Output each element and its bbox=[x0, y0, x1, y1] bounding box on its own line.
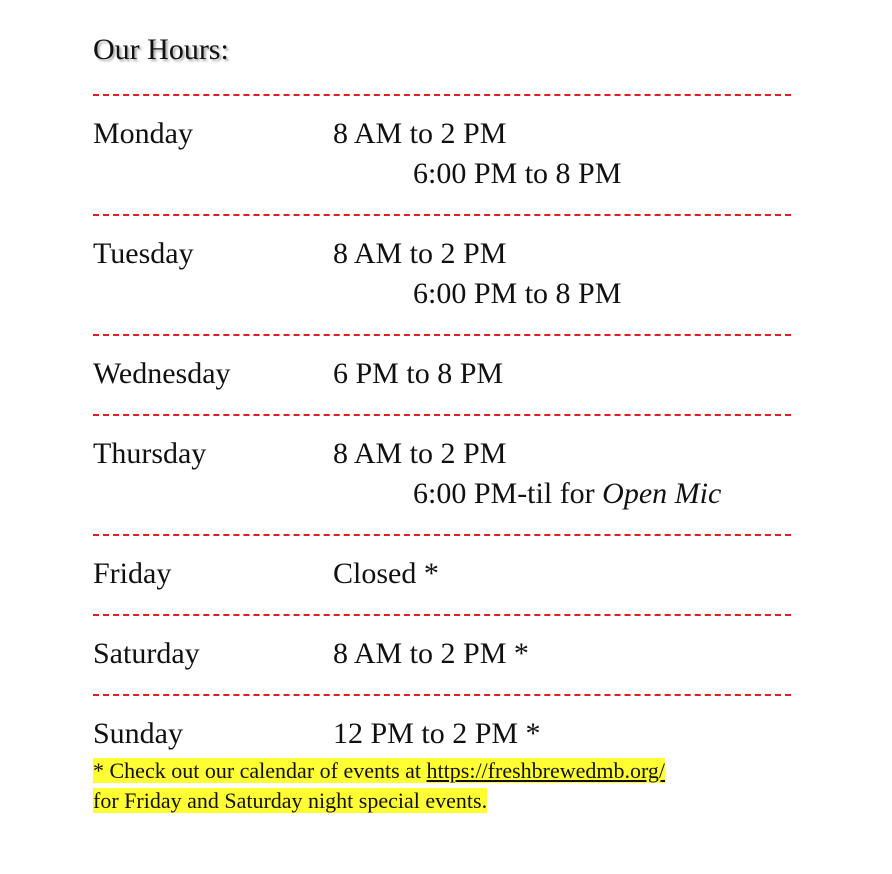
hours-tuesday-evening: 6:00 PM to 8 PM bbox=[413, 277, 622, 310]
footnote-prefix: * Check out our calendar of events at bbox=[93, 758, 427, 783]
hours-sunday: 12 PM to 2 PM * bbox=[333, 717, 541, 750]
hours-tuesday: 8 AM to 2 PM bbox=[333, 237, 507, 270]
separator bbox=[93, 334, 791, 336]
separator bbox=[93, 414, 791, 416]
hours-saturday: 8 AM to 2 PM * bbox=[333, 637, 529, 670]
hours-monday-evening: 6:00 PM to 8 PM bbox=[413, 157, 622, 190]
separator bbox=[93, 534, 791, 536]
day-saturday: Saturday bbox=[93, 637, 200, 670]
hours-thursday: 8 AM to 2 PM bbox=[333, 437, 507, 470]
day-friday: Friday bbox=[93, 557, 172, 590]
day-monday: Monday bbox=[93, 117, 193, 150]
open-mic-prefix: 6:00 PM-til for bbox=[413, 477, 603, 510]
day-tuesday: Tuesday bbox=[93, 237, 194, 270]
separator bbox=[93, 94, 791, 96]
separator bbox=[93, 614, 791, 616]
hours-thursday-evening bbox=[413, 474, 721, 514]
separator bbox=[93, 214, 791, 216]
hours-wednesday: 6 PM to 8 PM bbox=[333, 357, 504, 390]
hours-monday: 8 AM to 2 PM bbox=[333, 117, 507, 150]
hours-heading: Our Hours: bbox=[93, 33, 229, 66]
footnote bbox=[93, 756, 793, 816]
events-calendar-link[interactable]: https://freshbrewedmb.org/ bbox=[426, 758, 666, 783]
footnote-suffix: for Friday and Saturday night special events. bbox=[93, 788, 488, 813]
open-mic-label: Open Mic bbox=[602, 477, 722, 510]
hours-friday: Closed * bbox=[333, 557, 439, 590]
day-sunday: Sunday bbox=[93, 717, 183, 750]
day-thursday: Thursday bbox=[93, 437, 207, 470]
day-wednesday: Wednesday bbox=[93, 357, 231, 390]
separator bbox=[93, 694, 791, 696]
